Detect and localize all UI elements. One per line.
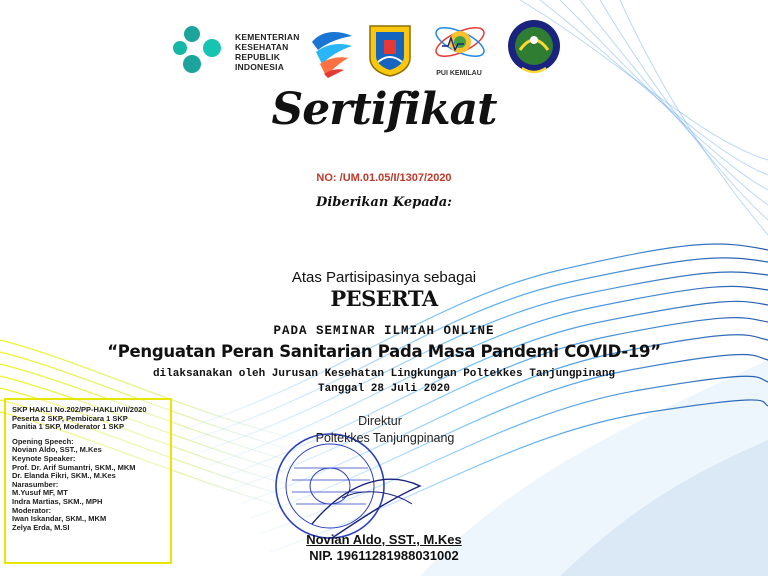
hakli-logo [506,18,562,78]
skp-participant-credit: Peserta 2 SKP, Pembicara 1 SKP [12,413,128,423]
skp-number: SKP HAKLI No.202/PP-HAKLI/VII/2020 [12,405,147,414]
official-stamp [272,428,422,546]
credit-line: Moderator: [12,505,52,515]
signer-nip: NIP. 19611281988031002 [309,548,459,563]
certificate-number: NO: /UM.01.05/I/1307/2020 [316,172,452,184]
signer-name: Novian Aldo, SST., M.Kes [306,532,462,547]
credit-line: Keynote Speaker: [12,453,76,463]
certificate-title: Sertifikat [271,84,497,135]
event-type: PADA SEMINAR ILMIAH ONLINE [273,324,495,338]
kemenkes-line-1: KEMENTERIAN [235,32,300,42]
participant-role: PESERTA [330,286,438,311]
credit-line: Narasumber: [12,479,59,489]
given-to-label: Diberikan Kepada: [316,195,452,210]
credit-line: Prof. Dr. Arif Sumantri, SKM., MKM [12,462,136,472]
signer-organization: Poltekkes Tanjungpinang [315,431,455,445]
event-date: Tanggal 28 Juli 2020 [317,383,451,395]
pui-kemilau-label: PUI KEMILAU [436,70,482,77]
participation-text: Atas Partisipasinya sebagai [291,269,477,286]
provinsi-kepri-logo [366,22,414,78]
kemenkes-line-3: REPUBLIK [235,52,281,62]
credit-line: Dr. Elanda Fikri, SKM., M.Kes [12,471,116,481]
credit-line: M.Yusuf MF, MT [12,488,68,498]
credit-line: Indra Martias, SKM., MPH [12,496,103,506]
kemenkes-logo [170,20,300,80]
credit-line: Zelya Erda, M.SI [12,522,70,532]
kemenkes-line-2: KESEHATAN [235,42,289,52]
signer-title: Direktur [358,414,402,428]
credit-line: Opening Speech: [12,436,74,446]
kemenkes-emblem-icon [170,20,230,80]
credit-line: Iwan Iskandar, SKM., MKM [12,514,107,524]
poltekkes-logo [308,24,356,78]
skp-committee-credit: Panitia 1 SKP, Moderator 1 SKP [12,422,124,432]
kemenkes-line-4: INDONESIA [235,62,285,72]
event-title: “Penguatan Peran Sanitarian Pada Masa Pandemi COVID-19” [107,342,661,361]
credit-line: Novian Aldo, SST., M.Kes [12,445,102,455]
event-organizer: dilaksanakan oleh Jurusan Kesehatan Lingkungan Poltekkes Tanjungpinang [152,368,616,380]
pui-kemilau-logo [428,16,492,70]
